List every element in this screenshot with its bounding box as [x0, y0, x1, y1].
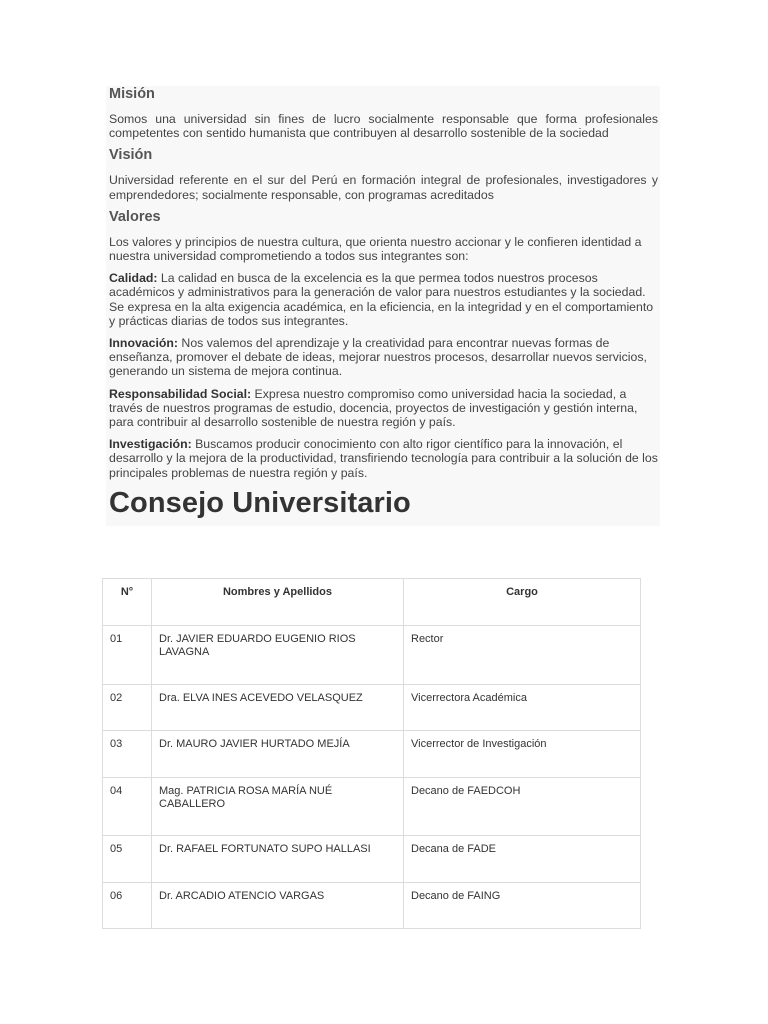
valor-innovacion	[109, 336, 658, 379]
table-row	[103, 778, 641, 836]
valor-investigacion	[109, 437, 658, 480]
row-nombre: Dr. JAVIER EDUARDO EUGENIO RIOS LAVAGNA	[152, 626, 404, 685]
row-nombre: Dr. RAFAEL FORTUNATO SUPO HALLASI	[152, 836, 404, 883]
valor-text: Nos valemos del aprendizaje y la creatividad para encontrar nuevas formas de enseñanza, promover el debate de ideas, mejorar nuestros procesos, desarrollar nuevos servicios, generando un sistema de mejora continua.	[109, 336, 647, 379]
header-numero: N°	[103, 579, 152, 626]
row-cargo: Decana de FADE	[404, 836, 641, 883]
consejo-table	[102, 578, 641, 929]
mision-heading: Misión	[109, 86, 155, 102]
table-row	[103, 836, 641, 883]
valor-label: Responsabilidad Social:	[109, 386, 252, 401]
row-nombre: Dra. ELVA INES ACEVEDO VELASQUEZ	[152, 685, 404, 731]
row-cargo: Vicerrectora Académica	[404, 685, 641, 731]
table-row	[103, 883, 641, 929]
table-row	[103, 731, 641, 778]
row-nombre: Mag. PATRICIA ROSA MARÍA NUÉ CABALLERO	[152, 778, 404, 836]
vision-heading: Visión	[109, 147, 153, 164]
mision-text: Somos una universidad sin fines de lucro socialmente responsable que forma profesionales competentes con sentido humanista que contribuyen al desarrollo sostenible de la sociedad	[109, 112, 658, 141]
row-nombre: Dr. MAURO JAVIER HURTADO MEJÍA	[152, 731, 404, 778]
row-numero: 05	[103, 836, 152, 883]
valor-text: Expresa nuestro compromiso como universidad hacia la sociedad, a través de nuestros programas de estudio, docencia, proyectos de investigación y gestión interna, para contribuir al desarrollo sostenible de nuestra región y país.	[109, 386, 638, 430]
consejo-title: Consejo Universitario	[109, 486, 411, 519]
table-row	[103, 685, 641, 731]
row-nombre: Dr. ARCADIO ATENCIO VARGAS	[152, 883, 404, 929]
table-row	[103, 626, 641, 685]
row-numero: 02	[103, 685, 152, 731]
valor-label: Calidad:	[109, 271, 158, 286]
row-cargo: Vicerrector de Investigación	[404, 731, 641, 778]
valor-text: La calidad en busca de la excelencia es la que permea todos nuestros procesos académicos y administrativos para la generación de valor para nuestros estudiantes y la sociedad. Se expresa en la alta exigencia académica, en la eficiencia, en la integridad y en el comportamiento y prácticas diarias de todos sus integrantes.	[109, 271, 654, 328]
vision-text: Universidad referente en el sur del Perú en formación integral de profesionales, investigadores y emprendedores; socialmente responsable, con programas acreditados	[109, 173, 658, 202]
valor-label: Investigación:	[109, 437, 192, 452]
content-panel	[106, 86, 660, 526]
table-header-row	[103, 579, 641, 626]
row-cargo: Decano de FAEDCOH	[404, 778, 641, 836]
row-numero: 06	[103, 883, 152, 929]
valores-heading: Valores	[109, 208, 161, 225]
header-nombres: Nombres y Apellidos	[152, 579, 404, 626]
row-cargo: Rector	[404, 626, 641, 685]
row-numero: 03	[103, 731, 152, 778]
valores-intro: Los valores y principios de nuestra cultura, que orienta nuestro accionar y le confieren identidad a nuestra universidad comprometiendo a todos sus integrantes son:	[109, 234, 642, 264]
row-cargo: Decano de FAING	[404, 883, 641, 929]
row-numero: 04	[103, 778, 152, 836]
valor-responsabilidad-social	[109, 387, 658, 430]
row-numero: 01	[103, 626, 152, 685]
header-cargo: Cargo	[404, 579, 641, 626]
valor-label: Innovación:	[109, 336, 179, 351]
valor-text: Buscamos producir conocimiento con alto rigor científico para la innovación, el desarrollo y la mejora de la productividad, transfiriendo tecnología para contribuir a la solución de los principales problemas de nuestra región y país.	[109, 437, 658, 480]
valor-calidad	[109, 271, 658, 328]
